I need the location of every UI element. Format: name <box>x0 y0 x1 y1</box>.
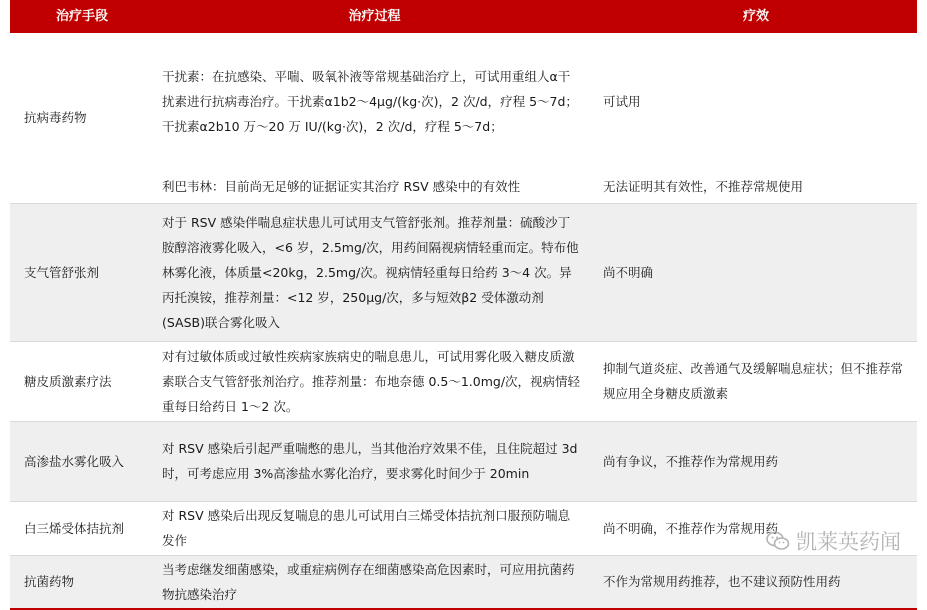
process-cell: 干扰素：在抗感染、平喘、吸氧补液等常规基础治疗上，可试用重组人α干扰素进行抗病毒治疗。干扰素α1b2～4μg/(kg·次)，2 次/d，疗程 5～7d；干扰素α2b10 万～20 万 IU/(kg·次)，2 次/d，疗程 5～7d； <box>162 69 578 134</box>
treatment-table <box>10 0 917 610</box>
table-row <box>10 341 917 421</box>
process-cell: 对 RSV 感染后引起严重喘憋的患儿，当其他治疗效果不佳，且住院超过 3d 时，可考虑应用 3%高渗盐水雾化治疗，要求雾化时间少于 20min <box>154 421 595 501</box>
method-cell: 高渗盐水雾化吸入 <box>10 421 154 501</box>
effect-cell: 无法证明其有效性，不推荐常规使用 <box>603 178 804 194</box>
table-row <box>10 203 917 341</box>
header-method: 治疗手段 <box>10 0 154 33</box>
table-row <box>10 33 917 170</box>
effect-cell: 尚不明确，不推荐作为常规用药 <box>595 501 917 555</box>
process-cell: 对 RSV 感染后出现反复喘息的患儿可试用白三烯受体拮抗剂口服预防喘息发作 <box>154 501 595 555</box>
method-cell: 白三烯受体拮抗剂 <box>10 501 154 555</box>
header-effect: 疗效 <box>595 0 917 33</box>
table-row <box>10 421 917 501</box>
table-header <box>10 0 917 33</box>
effect-cell: 尚有争议，不推荐作为常规用药 <box>595 421 917 501</box>
method-cell: 糖皮质激素疗法 <box>10 341 154 421</box>
method-cell: 抗菌药物 <box>10 555 154 609</box>
watermark <box>766 526 901 556</box>
watermark-text: 凯莱英药闻 <box>796 530 901 554</box>
process-cell: 对于 RSV 感染伴喘息症状患儿可试用支气管舒张剂。推荐剂量：硫酸沙丁胺醇溶液雾化吸入，<6 岁，2.5mg/次，用药间隔视病情轻重而定。特布他林雾化液，体质量<20kg，2.5mg/次。视病情轻重每日给药 3～4 次。异丙托溴铵，推荐剂量：<12 岁，250μg/次，多与短效β2 受体激动剂(SASB)联合雾化吸入 <box>154 203 595 341</box>
header-process: 治疗过程 <box>154 0 595 33</box>
method-cell: 支气管舒张剂 <box>10 203 154 341</box>
process-cell: 对有过敏体质或过敏性疾病家族病史的喘息患儿，可试用雾化吸入糖皮质激素联合支气管舒张剂治疗。推荐剂量：布地奈德 0.5～1.0mg/次，视病情轻重每日给药日 1～2 次。 <box>154 341 595 421</box>
wechat-icon <box>766 530 790 552</box>
effect-cell: 可试用 <box>603 94 641 109</box>
effect-cell: 抑制气道炎症、改善通气及缓解喘息症状；但不推荐常规应用全身糖皮质激素 <box>595 341 917 421</box>
process-cell: 当考虑继发细菌感染，或重症病例存在细菌感染高危因素时，可应用抗菌药物抗感染治疗 <box>154 555 595 609</box>
process-cell: 利巴韦林：目前尚无足够的证据证实其治疗 RSV 感染中的有效性 <box>162 178 521 194</box>
effect-cell: 不作为常规用药推荐，也不建议预防性用药 <box>595 555 917 609</box>
table-row <box>10 555 917 609</box>
effect-cell: 尚不明确 <box>595 203 917 341</box>
method-cell: 抗病毒药物 <box>24 110 87 126</box>
